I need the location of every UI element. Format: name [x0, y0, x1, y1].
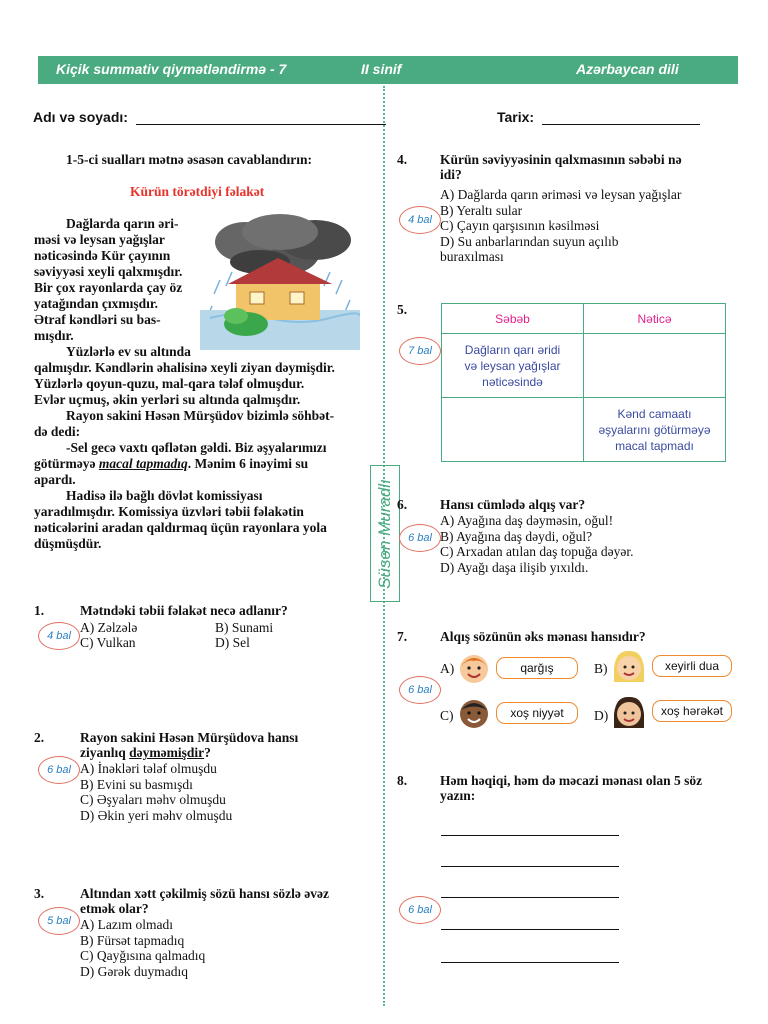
story-line: məsi və leysan yağışlar — [34, 232, 165, 247]
boy-avatar-icon — [456, 650, 492, 686]
q2-underlined-word: dəyməmişdir — [129, 745, 205, 760]
cause-effect-table — [441, 303, 726, 462]
q2-option-a[interactable]: A) İnəkləri tələf olmuşdu — [80, 761, 217, 776]
story-title: Kürün törətdiyi fəlakət — [130, 184, 265, 199]
q8-number: 8. — [397, 773, 408, 788]
q3-options — [80, 917, 205, 979]
q6-option-c[interactable]: C) Arxadan atılan daş topuğa dəyər. — [440, 544, 634, 559]
answer-line-2[interactable] — [441, 866, 619, 867]
grade-label: II sinif — [361, 61, 402, 77]
story-line: səviyyəsi xeyli qalxmışdır. — [34, 264, 183, 279]
story-line: Rayon sakini Həsən Mürşüdov bizimlə söhbət- — [66, 408, 335, 423]
author-name: Süsən Muradlı — [375, 478, 394, 589]
story-wrapped — [34, 216, 216, 344]
q7-label-b: B) — [594, 661, 608, 676]
q7-label-a: A) — [440, 661, 455, 676]
q7-label-c: C) — [440, 708, 454, 723]
q3-score-badge: 5 bal — [38, 907, 80, 935]
q4-options — [440, 187, 681, 265]
answer-line-1[interactable] — [441, 835, 619, 836]
story-line: Hadisə ilə bağlı dövlət komissiyası — [66, 488, 263, 503]
q8-text: Həm həqiqi, həm də məcazi mənası olan 5 söz yazın: — [440, 773, 703, 803]
subject-label: Azərbaycan dili — [576, 61, 679, 77]
story-line: mışdır. — [34, 328, 74, 343]
q6-option-a[interactable]: A) Ayağına daş dəyməsin, oğul! — [440, 513, 614, 528]
q2-score-badge: 6 bal — [38, 756, 80, 784]
story-line: yatağından çıxmışdır. — [34, 296, 159, 311]
q2-option-b[interactable]: B) Evini su basmışdı — [80, 776, 193, 792]
q6-text: Hansı cümlədə alqış var? — [440, 497, 586, 512]
col-header-cause: Səbəb — [442, 304, 584, 334]
q4-text: Kürün səviyyəsinin qalxmasının səbəbi nə idi? — [440, 152, 682, 182]
story-line: götürməyə macal tapmadıq. Mənim 6 inəyimi su — [34, 456, 309, 471]
q5-number: 5. — [397, 302, 408, 317]
q4-score-badge: 4 bal — [399, 206, 441, 234]
answer-line-5[interactable] — [441, 962, 619, 963]
q2-options — [80, 761, 232, 823]
name-field[interactable] — [136, 124, 386, 125]
q6-options — [440, 513, 633, 575]
q8-score-badge: 6 bal — [399, 896, 441, 924]
q3-option-c[interactable]: C) Qayğısına qalmadıq — [80, 948, 206, 963]
q2-number: 2. — [34, 730, 45, 745]
q3-option-a[interactable]: A) Lazım olmadı — [80, 917, 173, 932]
q6-option-b[interactable]: B) Ayağına daş dəydi, oğul? — [440, 528, 593, 544]
q7-number: 7. — [397, 629, 408, 644]
q4-option-c[interactable]: C) Çayın qarşısının kəsilməsi — [440, 218, 600, 233]
q7-option-d[interactable]: xoş hərəkət — [652, 700, 732, 722]
date-field[interactable] — [542, 124, 700, 125]
q7-option-a[interactable]: qarğış — [496, 657, 578, 679]
q3-number: 3. — [34, 886, 45, 901]
author-label-box — [370, 465, 400, 602]
q7-text: Alqış sözünün əks mənası hansıdır? — [440, 629, 646, 644]
cause-answer-cell[interactable] — [442, 398, 584, 462]
story-line: yaradılmışdır. Komissiya üzvləri təbii fəlakətin — [34, 504, 304, 519]
q1-text: Mətndəki təbii fəlakət necə adlanır? — [80, 603, 288, 618]
col-header-effect: Nəticə — [584, 304, 726, 334]
flood-illustration — [200, 210, 360, 350]
story-line: də dedi: — [34, 424, 81, 439]
boy-dark-avatar-icon — [456, 695, 492, 731]
q6-score-badge: 6 bal — [399, 524, 441, 552]
q7-option-b[interactable]: xeyirli dua — [652, 655, 732, 677]
name-row — [33, 109, 386, 125]
q3-option-d[interactable]: D) Gərək duymadıq — [80, 963, 188, 979]
girl-dark-avatar-icon — [610, 694, 648, 732]
story-line: nəticəsində Kür çayının — [34, 248, 171, 263]
story-line: düşmüşdür. — [34, 536, 102, 551]
story-line: -Sel gecə vaxtı qəflətən gəldi. Biz əşyalarımızı — [66, 440, 327, 455]
q2-option-d[interactable]: D) Əkin yeri məhv olmuşdu — [80, 807, 233, 823]
q1-option-c[interactable]: C) Vulkan — [80, 635, 136, 650]
cause-cell: Dağların qarı əridi və leysan yağışlar nəticəsində — [442, 334, 584, 398]
q1-option-b[interactable]: B) Sunami — [215, 620, 274, 635]
story-line: apardı. — [34, 472, 76, 487]
q1-number: 1. — [34, 603, 45, 618]
story-line: Yüzlərlə qoyun-quzu, mal-qara tələf olmuşdur. — [34, 376, 305, 391]
header-band — [38, 56, 738, 84]
q7-option-c[interactable]: xoş niyyət — [496, 702, 578, 724]
story-line: qalmışdır. Kəndlərin əhalisinə xeyli ziyan dəymişdir. — [34, 360, 335, 375]
story-line: Yüzlərlə ev su altında — [66, 344, 191, 359]
q7-label-d: D) — [594, 708, 609, 723]
story-line: nəticələrini aradan qaldırmaq üçün rayonlara yola — [34, 520, 327, 535]
q1-option-d[interactable]: D) Sel — [215, 635, 250, 650]
q3-option-b[interactable]: B) Fürsət tapmadıq — [80, 932, 185, 948]
q4-number: 4. — [397, 152, 408, 167]
q7-score-badge: 6 bal — [399, 676, 441, 704]
name-label: Adı və soyadı: — [33, 109, 128, 125]
q1-score-badge: 4 bal — [38, 622, 80, 650]
underlined-phrase: macal tapmadıq — [98, 456, 188, 471]
q6-number: 6. — [397, 497, 408, 512]
answer-line-4[interactable] — [441, 929, 619, 930]
girl-avatar-icon — [610, 648, 648, 686]
q2-option-c[interactable]: C) Əşyaları məhv olmuşdu — [80, 792, 226, 807]
q6-option-d[interactable]: D) Ayağı daşa ilişib yıxıldı. — [440, 559, 589, 575]
story-line: Bir çox rayonlarda çay öz — [34, 280, 183, 295]
q3-text: Altından xətt çəkilmiş sözü hansı sözlə əvəz etmək olar? — [80, 886, 329, 916]
date-label: Tarix: — [497, 109, 535, 125]
date-row — [497, 109, 700, 125]
q1-option-a[interactable]: A) Zəlzələ — [80, 620, 138, 635]
q5-score-badge: 7 bal — [399, 337, 441, 365]
instructions: 1-5-ci sualları mətnə əsasən cavablandırın: — [66, 152, 312, 167]
q4-option-d[interactable]: D) Su anbarlarından suyun açılıb — [440, 233, 619, 249]
q4-option-a[interactable]: A) Dağlarda qarın əriməsi və leysan yağışlar — [440, 187, 682, 202]
answer-line-3[interactable] — [441, 897, 619, 898]
effect-answer-cell[interactable] — [584, 334, 726, 398]
q4-option-d-cont: buraxılması — [440, 249, 504, 264]
story-line: Dağlarda qarın əri- — [66, 216, 179, 231]
q4-option-b[interactable]: B) Yeraltı sular — [440, 202, 523, 218]
story-line: Evlər uçmuş, əkin yerləri su altında qalmışdır. — [34, 392, 301, 407]
story-full — [34, 344, 374, 552]
worksheet-title: Kiçik summativ qiymətləndirmə - 7 — [56, 61, 287, 77]
effect-cell: Kənd camaatı əşyalarını götürməyə macal tapmadı — [584, 398, 726, 462]
story-line: Ətraf kəndləri su bas- — [34, 312, 161, 327]
q2-text: Rayon sakini Həsən Mürşüdova hansı ziyanlıq dəyməmişdir? — [80, 730, 299, 760]
